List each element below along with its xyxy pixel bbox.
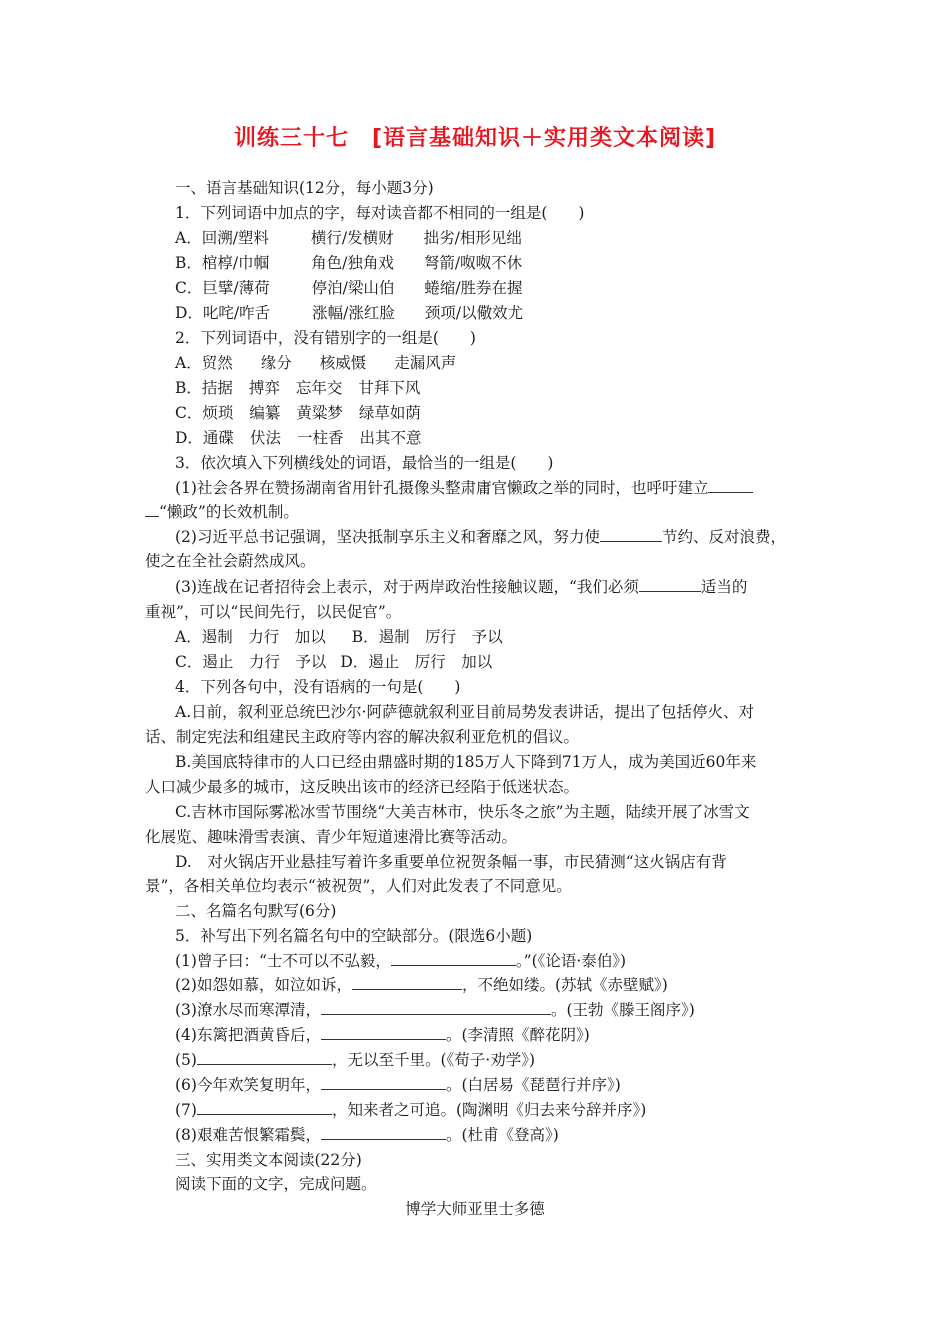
q2-option-b: B．拮据 搏弈 忘年交 甘拜下风 [175,379,421,397]
section-3-heading: 三、实用类文本阅读(22分) [175,1151,362,1169]
q4-option-a: A.日前，叙利亚总统巴沙尔·阿萨德就叙利亚目前局势发表讲话，提出了包括停火、对 [175,703,755,721]
q5-line-4: (4)东篱把酒黄昏后， 。(李清照《醉花阴》) [175,1026,590,1044]
q4-option-c-cont: 化展览、趣味滑雪表演、青少年短道速滑比赛等活动。 [145,828,518,846]
q4-option-d: D. 对火锅店开业悬挂写着许多重要单位祝贺条幅一事，市民猜测“这火锅店有背 [175,853,727,871]
q1-option-a: A．回溯/塑料 横行/发横财 拙劣/相形见绌 [175,229,522,247]
q5-line-7: (7) ，知来者之可追。(陶渊明《归去来兮辞并序》) [175,1101,647,1119]
q5-line-8: (8)艰难苦恨繁霜鬓， 。(杜甫《登高》) [175,1126,559,1144]
q2-stem: 2．下列词语中，没有错别字的一组是( ) [175,329,476,347]
q5-line-3: (3)潦水尽而寒潭清， 。(王勃《滕王阁序》) [175,1001,695,1019]
q4-option-c: C.吉林市国际雾凇冰雪节围绕“大美吉林市，快乐冬之旅”为主题，陆续开展了冰雪文 [175,803,750,821]
q2-option-a: A．贸然 缘分 核威慑 走漏风声 [175,354,457,372]
q3-sentence-2-cont: 使之在全社会蔚然成风。 [145,552,316,570]
q4-option-a-cont: 话、制定宪法和组建民主政府等内容的解决叙利亚危机的倡议。 [145,728,580,746]
q2-option-d: D．通碟 伏法 一柱香 出其不意 [175,429,422,447]
page-title: 训练三十七 [语言基础知识＋实用类文本阅读] [233,126,717,151]
q4-stem: 4．下列各句中，没有语病的一句是( ) [175,678,461,696]
q3-options-cd: C．遏止 力行 予以 D．遏止 厉行 加以 [175,653,493,671]
q1-stem: 1．下列词语中加点的字，每对读音都不相同的一组是( ) [175,204,585,222]
q2-option-c: C．烦琐 编纂 黄粱梦 绿草如荫 [175,404,421,422]
q3-options-ab: A．遏制 力行 加以 B．遏制 厉行 予以 [175,628,503,646]
q5-line-1: (1)曾子曰：“士不可以不弘毅， 。”(《论语·泰伯》) [175,952,627,970]
reading-prompt: 阅读下面的文字，完成问题。 [175,1175,377,1193]
q4-option-b-cont: 人口减少最多的城市，这反映出该市的经济已经陷于低迷状态。 [145,778,580,796]
q1-option-b: B．棺椁/巾帼 角色/独角戏 弩箭/呶呶不休 [175,254,523,272]
q5-line-2: (2)如怨如慕，如泣如诉， ，不绝如缕。(苏轼《赤壁赋》) [175,976,668,994]
q3-sentence-3: (3)连战在记者招待会上表示，对于两岸政治性接触议题，“我们必须 适当的 [175,578,748,596]
q3-sentence-1-cont: “懒政”的长效机制。 [145,502,299,522]
q5-line-6: (6)今年欢笑复明年， 。(白居易《琵琶行并序》) [175,1076,621,1094]
section-2-heading: 二、名篇名句默写(6分) [175,902,337,920]
section-1-heading: 一、语言基础知识(12分，每小题3分) [175,179,434,197]
q3-sentence-2: (2)习近平总书记强调，坚决抵制享乐主义和奢靡之风，努力使 节约、反对浪费， [175,528,786,546]
q5-stem: 5．补写出下列名篇名句中的空缺部分。(限选6小题) [175,927,533,945]
q3-stem: 3．依次填入下列横线处的词语，最恰当的一组是( ) [175,454,554,472]
q3-sentence-3-cont: 重视”，可以“民间先行，以民促官”。 [145,603,402,621]
article-title: 博学大师亚里士多德 [405,1200,545,1218]
q4-option-b: B.美国底特律市的人口已经由鼎盛时期的185万人下降到71万人，成为美国近60年来 [175,753,757,771]
q1-option-c: C．巨擘/薄荷 停泊/梁山伯 蜷缩/胜券在握 [175,279,523,297]
q1-option-d: D．叱咤/咋舌 涨幅/涨红脸 颈项/以儆效尤 [175,304,524,322]
q4-option-d-cont: 景”，各相关单位均表示“被祝贺”，人们对此发表了不同意见。 [145,877,572,895]
q5-line-5: (5) ，无以至千里。(《荀子·劝学》) [175,1051,535,1069]
q3-sentence-1: (1)社会各界在赞扬湖南省用针孔摄像头整肃庸官懒政之举的同时，也呼吁建立 [175,478,753,498]
